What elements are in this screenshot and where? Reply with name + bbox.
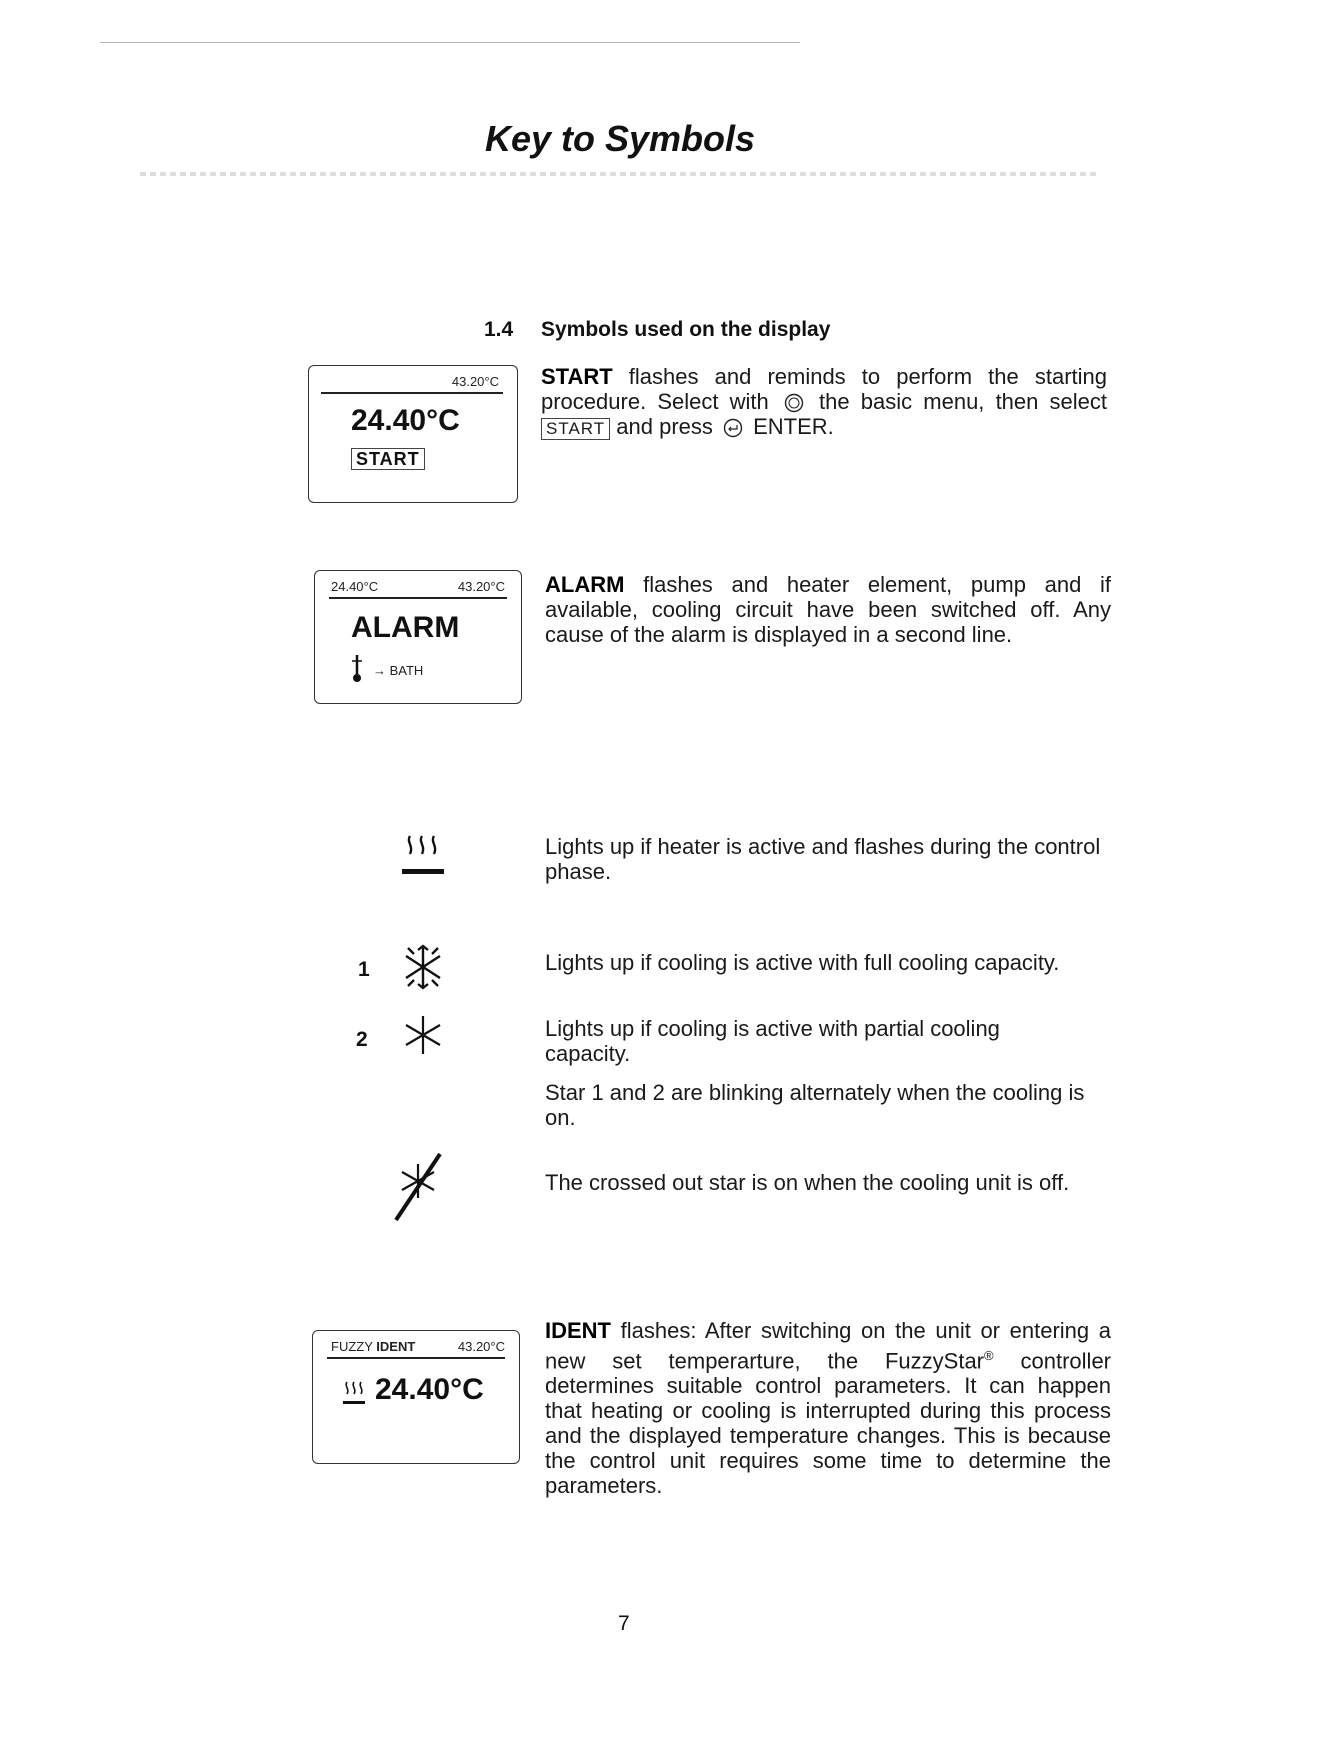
start-description (541, 364, 1107, 440)
ident-display-setpoint: 43.20°C (457, 1339, 505, 1354)
start-desc-part4: ENTER. (747, 414, 834, 439)
title-underline (140, 172, 1100, 176)
enter-key-icon (723, 418, 743, 438)
cooling-blink-note: Star 1 and 2 are blinking alternately when the cooling is on. (545, 1080, 1085, 1130)
cooling-partial-description (545, 1016, 1045, 1066)
cooling-full-description: Lights up if cooling is active with full cooling capacity. (545, 950, 1060, 975)
ident-desc-part2: controller determines suitable control parameters. It can happen that heating or cooling is interrupted during this process and the displayed temperature changes. This is because the control unit requires some time to determine the parameters. (545, 1348, 1111, 1499)
alarm-desc-lead: ALARM (545, 572, 625, 597)
start-display-key: START (351, 448, 425, 470)
alarm-description (545, 572, 1111, 647)
start-display-temperature: 24.40°C (351, 404, 460, 437)
start-desc-lead: START (541, 364, 613, 389)
section-title: Symbols used on the display (541, 318, 831, 341)
snowflake-partial-icon (400, 1012, 446, 1058)
ident-desc-registered: ® (984, 1348, 994, 1363)
alarm-display-word: ALARM (351, 611, 460, 644)
ident-display (312, 1330, 520, 1464)
ident-description (545, 1318, 1111, 1498)
heater-icon (400, 832, 448, 878)
start-display-rule (321, 392, 503, 394)
ident-mode-bold: IDENT (376, 1339, 416, 1354)
cooling-off-description: The crossed out star is on when the cooling unit is off. (545, 1170, 1070, 1195)
heater-description: Lights up if heater is active and flashes during the control phase. (545, 834, 1101, 884)
ident-display-mode (331, 1339, 415, 1354)
ident-mode-label: FUZZY (331, 1339, 373, 1354)
ident-desc-part1: flashes: After switching on the unit or entering a new set temperarture, the FuzzyStar (545, 1318, 1111, 1374)
ident-desc-lead: IDENT (545, 1318, 611, 1343)
section-number: 1.4 (484, 318, 514, 341)
cooling-partial-number: 2 (356, 1028, 368, 1051)
alarm-display-cause: → BATH (373, 663, 424, 678)
alarm-desc-rest: flashes and heater element, pump and if available, cooling circuit have been switched off. Any cause of the alarm is displayed in a second line. (545, 572, 1111, 647)
start-desc-part3: and press (610, 414, 719, 439)
ident-display-rule (327, 1357, 505, 1359)
crossed-star-icon (388, 1150, 450, 1224)
cooling-full-number: 1 (358, 958, 370, 981)
rotary-knob-icon (784, 393, 804, 413)
start-desc-key: START (541, 418, 610, 440)
alarm-display-actual: 24.40°C (331, 579, 379, 594)
ident-heater-icon (341, 1379, 367, 1407)
cooling-partial-text: Lights up if cooling is active with partial cooling capacity. (545, 1016, 1000, 1066)
thermometer-icon (349, 653, 365, 683)
alarm-display-setpoint: 43.20°C (457, 579, 505, 594)
start-display (308, 365, 518, 503)
snowflake-full-icon (398, 942, 448, 992)
page-title: Key to Symbols (484, 118, 756, 159)
start-display-setpoint: 43.20°C (451, 374, 499, 389)
ident-display-temperature: 24.40°C (375, 1373, 484, 1406)
start-desc-part1: flashes and reminds to perform the starting procedure. Select with (541, 364, 1107, 414)
top-scan-line (100, 42, 800, 43)
alarm-display (314, 570, 522, 704)
start-desc-part2: the basic menu, then select (807, 389, 1108, 414)
page-number: 7 (618, 1612, 630, 1635)
alarm-display-rule (329, 597, 507, 599)
